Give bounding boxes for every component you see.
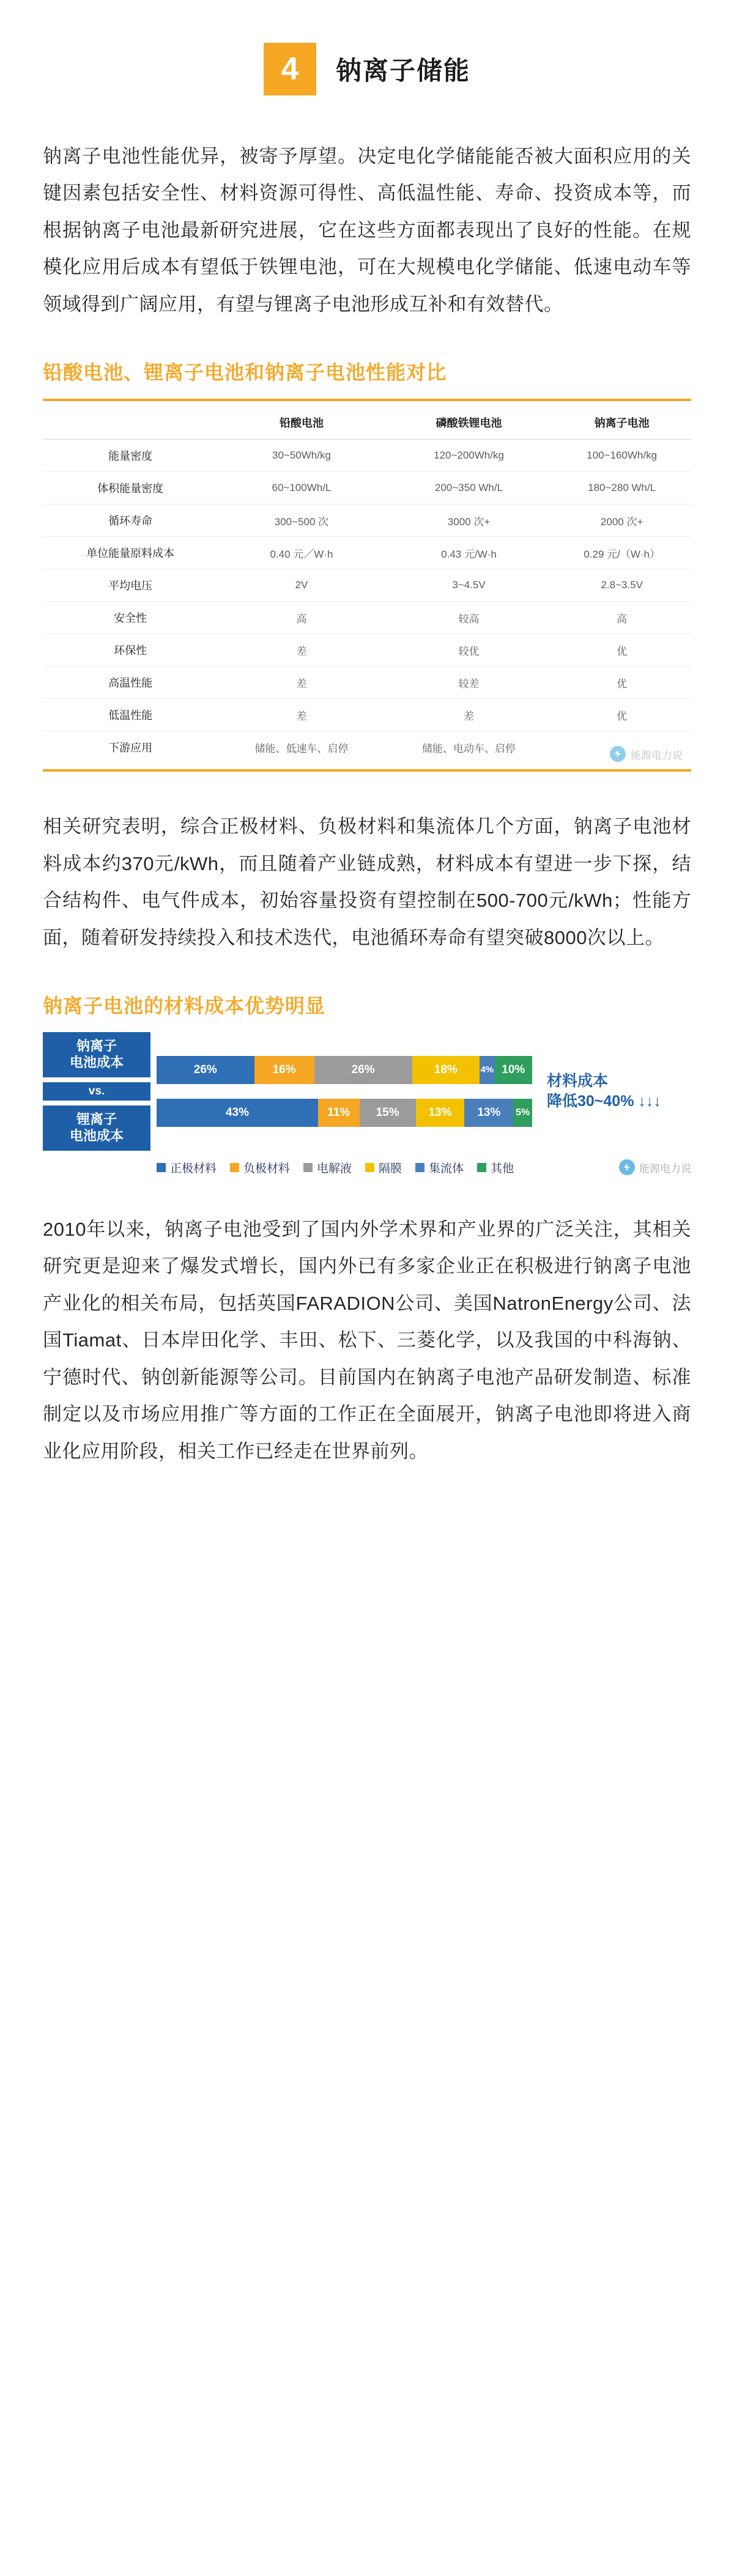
chart-legend [43,1159,691,1176]
legend-swatch-icon [303,1163,313,1172]
bar-segment: 43% [157,1099,318,1127]
bar-segment: 26% [157,1056,254,1084]
bar-segment: 10% [495,1056,532,1084]
table-header-row [43,406,691,440]
legend-item [303,1159,352,1176]
table-head [43,406,691,440]
legend-swatch-icon [230,1163,239,1172]
row-label: 循环寿命 [43,504,218,537]
legend-item [415,1159,464,1176]
row-label: 体积能量密度 [43,472,218,504]
cell: 优 [552,666,691,699]
cell: 高 [552,602,691,634]
cell: 3~4.5V [385,569,553,602]
table-row [43,602,691,634]
bar-row-sodium [157,1056,532,1084]
table-row [43,472,691,504]
chart-category-labels [43,1032,150,1151]
table-row [43,569,691,602]
row-label: 平均电压 [43,569,218,602]
annotation-line-1: 材料成本 [547,1072,609,1090]
cell: 差 [385,699,553,731]
vs-label: vs. [43,1082,150,1101]
cell: 200~350 Wh/L [385,472,553,504]
cell: 差 [218,699,385,731]
table-row [43,537,691,569]
cell: 2V [218,569,385,602]
comparison-table [43,406,691,763]
row-label: 低温性能 [43,699,218,731]
legend-label: 集流体 [429,1162,464,1175]
cell: 2.8~3.5V [552,569,691,602]
chart-bars [157,1032,532,1151]
cell: 差 [218,666,385,699]
bar-row-lithium [157,1099,532,1127]
row-label: 高温性能 [43,666,218,699]
table-row [43,731,691,764]
bar-segment: 16% [254,1056,314,1084]
column-header-2: 磷酸铁锂电池 [385,406,553,440]
lithium-label-line1: 锂离子 [76,1112,117,1127]
section-number: 4 [264,43,316,95]
table-body [43,440,691,764]
section-title: 钠离子储能 [335,56,470,85]
cell: 优 [552,634,691,666]
legend-item [157,1159,217,1176]
sodium-label-line1: 钠离子 [76,1038,117,1054]
table-row [43,666,691,699]
legend-swatch-icon [415,1163,424,1172]
cell: 300~500 次 [218,504,385,537]
row-label: 下游应用 [108,742,153,755]
cell: 优 [552,699,691,731]
annotation-line-2: 降低30~40% ↓↓↓ [547,1092,661,1110]
bar-gap [157,1089,532,1094]
paragraph-1: 钠离子电池性能优异，被寄予厚望。决定电化学储能能否被大面积应用的关键因素包括安全性、材料资源可得性、高低温性能、寿命、投资成本等，而根据钠离子电池最新研究进展，它在这些方面都表现出了良好的性能。在规模化应用后成本有望低于铁锂电池，可在大规模电化学储能、低速电动车等领域得到广阔应用，有望与锂离子电池形成互补和有效替代。 [43,146,691,315]
cell: 储能、电动车、启停 [422,742,516,755]
row-label: 环保性 [43,634,218,666]
table-row [43,440,691,472]
watermark [610,746,683,762]
column-header-1: 铅酸电池 [218,406,385,440]
comparison-table-wrapper [43,399,691,772]
table-heading: 铅酸电池、锂离子电池和钠离子电池性能对比 [43,361,447,384]
bar-segment: 15% [360,1099,416,1127]
bar-segment: 13% [416,1099,465,1127]
chart-heading: 钠离子电池的材料成本优势明显 [43,994,326,1017]
watermark-text: 能源电力说 [639,1162,691,1175]
cell: 较优 [385,634,553,666]
bar-segment: 26% [314,1056,412,1084]
legend-swatch-icon [365,1163,374,1172]
row-label: 安全性 [43,602,218,634]
column-header-3: 钠离子电池 [552,406,691,440]
cell: 60~100Wh/L [218,472,385,504]
legend-swatch-icon [477,1163,486,1172]
cell: 较高 [385,602,553,634]
cell: 差 [218,634,385,666]
legend-swatch-icon [157,1163,166,1172]
cell: 100~160Wh/kg [552,440,691,472]
category-label-sodium [43,1032,150,1077]
cell: 0.29 元/（W·h） [552,537,691,569]
lightning-icon [619,1159,635,1175]
lithium-label-line2: 电池成本 [69,1127,124,1143]
legend-label: 其他 [491,1162,514,1175]
cell: 较差 [385,666,553,699]
cell: 120~200Wh/kg [385,440,553,472]
legend-item [365,1159,402,1176]
legend-item [477,1159,514,1176]
bar-segment: 11% [318,1099,360,1127]
row-label: 能量密度 [43,440,218,472]
sodium-label-line2: 电池成本 [69,1054,124,1070]
row-label: 单位能量原料成本 [43,537,218,569]
bar-segment: 18% [412,1056,480,1084]
legend-label: 电解液 [317,1162,352,1175]
column-header-0 [43,406,218,440]
table-row [43,504,691,537]
chart-plot-area [43,1032,691,1151]
cell: 3000 次+ [385,504,553,537]
cell: 高 [218,602,385,634]
bar-segment: 5% [513,1099,532,1127]
paragraph-2: 相关研究表明，综合正极材料、负极材料和集流体几个方面，钠离子电池材料成本约370元/kWh，而且随着产业链成熟，材料成本有望进一步下探，结合结构件、电气件成本，初始容量投资有望控制在500-700元/kWh；性能方面，随着研发持续投入和技术迭代，电池循环寿命有望突破8000次以上。 [43,816,691,948]
paragraph-3: 2010年以来，钠离子电池受到了国内外学术界和产业界的广泛关注，其相关研究更是迎来了爆发式增长，国内外已有多家企业正在积极进行钠离子电池产业化的相关布局，包括英国FARADION公司、美国NatronEnergy公司、法国Tiamat、日本岸田化学、丰田、松下、三菱化学，以及我国的中科海钠、宁德时代、钠创新能源等公司。目前国内在钠离子电池产品研发制造、标准制定以及市场应用推广等方面的工作正在全面展开，钠离子电池即将进入商业化应用阶段，相关工作已经走在世界前列。 [43,1218,691,1462]
chart-annotation [538,1032,691,1151]
table-row [43,699,691,731]
cell: 2000 次+ [552,504,691,537]
cell: 0.40 元／W·h [218,537,385,569]
category-label-lithium [43,1105,150,1151]
bar-segment: 4% [480,1056,495,1084]
legend-label: 隔膜 [379,1162,402,1175]
legend-item [230,1159,290,1176]
cell: 180~280 Wh/L [552,472,691,504]
table-row [43,634,691,666]
lightning-icon [610,746,626,762]
section-header [43,43,691,95]
legend-label: 正极材料 [170,1162,217,1175]
chart-watermark [619,1159,691,1175]
legend-label: 负极材料 [243,1162,291,1175]
watermark-text: 能源电力说 [631,749,683,761]
cell: 0.43 元/W·h [385,537,553,569]
bar-segment: 13% [464,1099,513,1127]
cell: 储能、低速车、启停 [254,742,349,755]
cost-chart [43,1032,691,1176]
cell: 30~50Wh/kg [218,440,385,472]
